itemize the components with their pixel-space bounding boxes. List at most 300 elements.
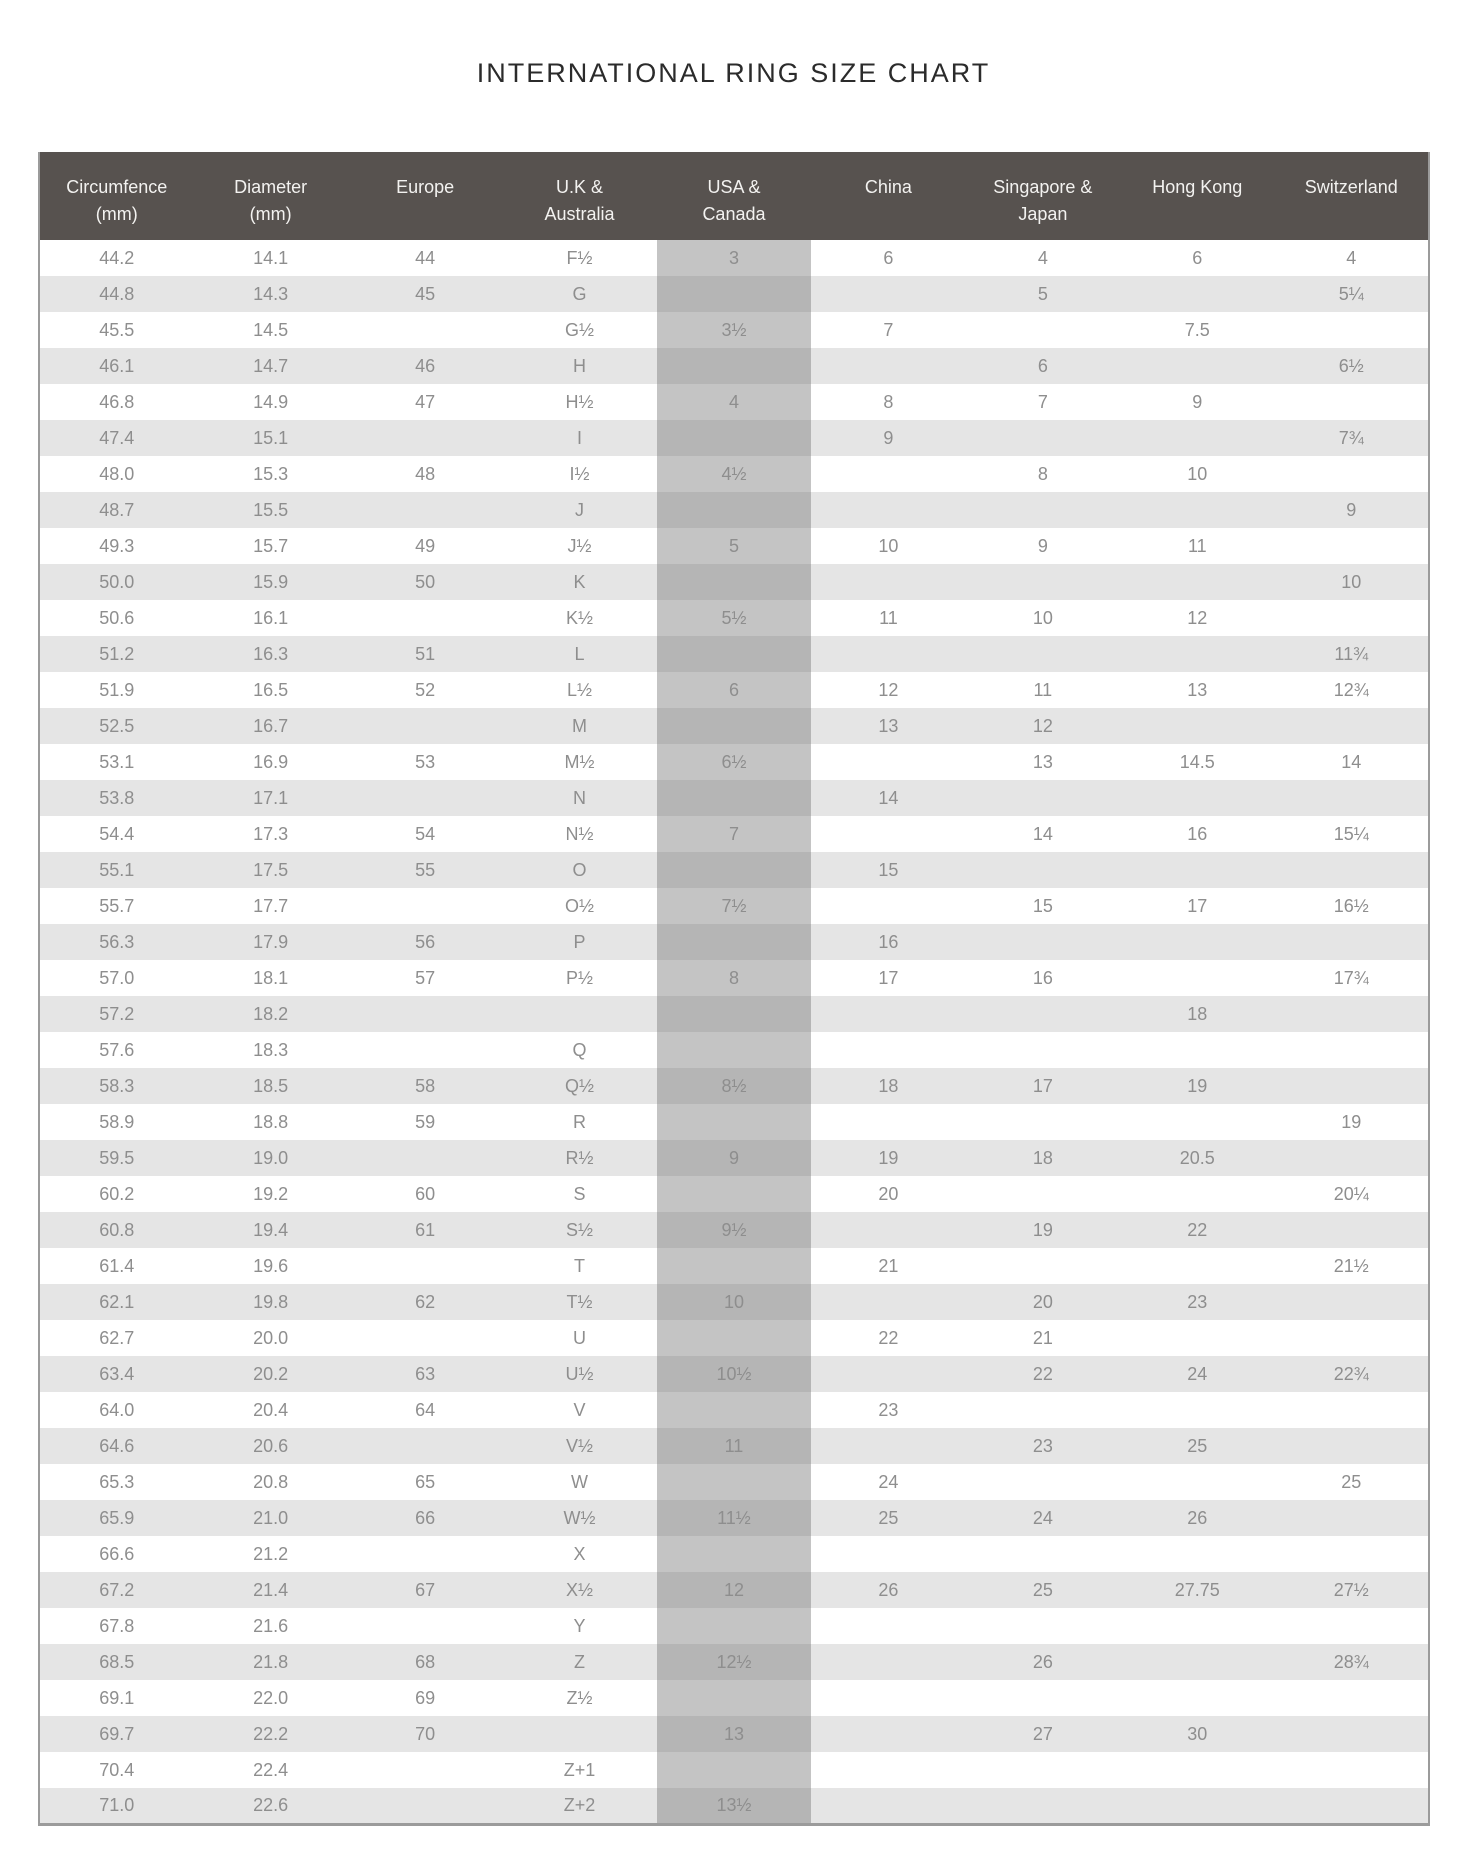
cell-singapore-japan [966, 1680, 1120, 1716]
cell-diameter: 14.7 [193, 348, 347, 384]
cell-singapore-japan: 9 [966, 528, 1120, 564]
cell-hong-kong [1120, 852, 1274, 888]
cell-circumference: 52.5 [39, 708, 193, 744]
cell-hong-kong: 20.5 [1120, 1140, 1274, 1176]
cell-switzerland [1275, 924, 1430, 960]
cell-circumference: 58.9 [39, 1104, 193, 1140]
cell-diameter: 16.3 [193, 636, 347, 672]
cell-diameter: 14.1 [193, 240, 347, 276]
cell-uk-australia: R [502, 1104, 656, 1140]
cell-uk-australia: H [502, 348, 656, 384]
cell-usa-canada: 11½ [657, 1500, 811, 1536]
cell-singapore-japan: 15 [966, 888, 1120, 924]
cell-singapore-japan [966, 1176, 1120, 1212]
cell-europe: 59 [348, 1104, 502, 1140]
cell-usa-canada [657, 924, 811, 960]
cell-hong-kong: 10 [1120, 456, 1274, 492]
cell-hong-kong: 23 [1120, 1284, 1274, 1320]
column-header-singapore-japan: Singapore & Japan [966, 152, 1120, 240]
cell-china [811, 1716, 965, 1752]
cell-china [811, 348, 965, 384]
cell-china: 9 [811, 420, 965, 456]
cell-circumference: 57.0 [39, 960, 193, 996]
cell-singapore-japan: 14 [966, 816, 1120, 852]
cell-diameter: 18.5 [193, 1068, 347, 1104]
cell-switzerland [1275, 852, 1430, 888]
cell-uk-australia: X½ [502, 1572, 656, 1608]
cell-switzerland [1275, 456, 1430, 492]
cell-usa-canada: 9 [657, 1140, 811, 1176]
cell-singapore-japan: 17 [966, 1068, 1120, 1104]
cell-circumference: 57.6 [39, 1032, 193, 1068]
table-row [39, 276, 1429, 312]
cell-uk-australia: Y [502, 1608, 656, 1644]
cell-diameter: 20.2 [193, 1356, 347, 1392]
cell-europe: 62 [348, 1284, 502, 1320]
table-row [39, 456, 1429, 492]
cell-china: 24 [811, 1464, 965, 1500]
cell-diameter: 21.8 [193, 1644, 347, 1680]
cell-usa-canada [657, 996, 811, 1032]
table-row [39, 1644, 1429, 1680]
cell-uk-australia: K [502, 564, 656, 600]
cell-china [811, 1752, 965, 1788]
cell-china: 10 [811, 528, 965, 564]
cell-europe: 54 [348, 816, 502, 852]
cell-uk-australia: I½ [502, 456, 656, 492]
cell-singapore-japan: 25 [966, 1572, 1120, 1608]
cell-uk-australia: S½ [502, 1212, 656, 1248]
cell-circumference: 50.0 [39, 564, 193, 600]
cell-singapore-japan [966, 492, 1120, 528]
cell-usa-canada: 10½ [657, 1356, 811, 1392]
cell-hong-kong: 18 [1120, 996, 1274, 1032]
cell-switzerland [1275, 312, 1430, 348]
cell-hong-kong [1120, 492, 1274, 528]
cell-circumference: 53.1 [39, 744, 193, 780]
cell-singapore-japan [966, 1752, 1120, 1788]
cell-uk-australia: O [502, 852, 656, 888]
cell-hong-kong [1120, 780, 1274, 816]
cell-uk-australia: P½ [502, 960, 656, 996]
cell-singapore-japan [966, 1464, 1120, 1500]
table-row [39, 492, 1429, 528]
cell-europe: 63 [348, 1356, 502, 1392]
cell-usa-canada [657, 1464, 811, 1500]
cell-usa-canada [657, 1320, 811, 1356]
cell-switzerland [1275, 1608, 1430, 1644]
cell-usa-canada [657, 1248, 811, 1284]
cell-circumference: 71.0 [39, 1788, 193, 1824]
cell-hong-kong: 17 [1120, 888, 1274, 924]
cell-diameter: 19.0 [193, 1140, 347, 1176]
cell-europe [348, 1428, 502, 1464]
cell-switzerland: 11¾ [1275, 636, 1430, 672]
cell-hong-kong: 24 [1120, 1356, 1274, 1392]
cell-europe: 61 [348, 1212, 502, 1248]
column-header-diameter: Diameter (mm) [193, 152, 347, 240]
cell-uk-australia [502, 996, 656, 1032]
cell-singapore-japan [966, 1248, 1120, 1284]
cell-china: 12 [811, 672, 965, 708]
table-row [39, 816, 1429, 852]
cell-switzerland [1275, 1680, 1430, 1716]
cell-hong-kong [1120, 1248, 1274, 1284]
cell-china: 6 [811, 240, 965, 276]
cell-usa-canada [657, 564, 811, 600]
cell-uk-australia: H½ [502, 384, 656, 420]
cell-circumference: 62.1 [39, 1284, 193, 1320]
table-row [39, 1536, 1429, 1572]
cell-europe: 49 [348, 528, 502, 564]
table-row [39, 744, 1429, 780]
cell-europe [348, 312, 502, 348]
cell-circumference: 69.7 [39, 1716, 193, 1752]
cell-china [811, 456, 965, 492]
ring-size-table-grid [38, 152, 1430, 1826]
cell-diameter: 15.5 [193, 492, 347, 528]
cell-usa-canada [657, 1176, 811, 1212]
cell-diameter: 22.2 [193, 1716, 347, 1752]
cell-usa-canada [657, 276, 811, 312]
cell-switzerland: 21½ [1275, 1248, 1430, 1284]
cell-switzerland: 14 [1275, 744, 1430, 780]
cell-uk-australia: K½ [502, 600, 656, 636]
table-row [39, 348, 1429, 384]
table-row [39, 1500, 1429, 1536]
cell-diameter: 19.2 [193, 1176, 347, 1212]
ring-size-table [38, 152, 1430, 1826]
cell-singapore-japan [966, 1392, 1120, 1428]
cell-usa-canada: 12½ [657, 1644, 811, 1680]
cell-uk-australia: U½ [502, 1356, 656, 1392]
cell-usa-canada: 11 [657, 1428, 811, 1464]
cell-usa-canada: 6½ [657, 744, 811, 780]
cell-singapore-japan [966, 1032, 1120, 1068]
cell-europe [348, 600, 502, 636]
cell-uk-australia: Z [502, 1644, 656, 1680]
cell-europe [348, 1320, 502, 1356]
cell-uk-australia: Z+2 [502, 1788, 656, 1824]
cell-europe [348, 708, 502, 744]
cell-hong-kong: 22 [1120, 1212, 1274, 1248]
cell-diameter: 17.9 [193, 924, 347, 960]
cell-china [811, 1536, 965, 1572]
table-row [39, 1716, 1429, 1752]
cell-switzerland: 6½ [1275, 348, 1430, 384]
cell-singapore-japan [966, 1104, 1120, 1140]
cell-singapore-japan: 10 [966, 600, 1120, 636]
cell-hong-kong: 6 [1120, 240, 1274, 276]
cell-switzerland: 22¾ [1275, 1356, 1430, 1392]
cell-europe: 58 [348, 1068, 502, 1104]
cell-usa-canada [657, 1536, 811, 1572]
cell-diameter: 17.1 [193, 780, 347, 816]
cell-diameter: 15.9 [193, 564, 347, 600]
cell-uk-australia: G [502, 276, 656, 312]
cell-circumference: 45.5 [39, 312, 193, 348]
cell-hong-kong [1120, 276, 1274, 312]
cell-singapore-japan [966, 1608, 1120, 1644]
cell-china: 21 [811, 1248, 965, 1284]
cell-usa-canada: 4½ [657, 456, 811, 492]
cell-china [811, 636, 965, 672]
cell-europe [348, 492, 502, 528]
cell-europe: 67 [348, 1572, 502, 1608]
cell-circumference: 44.2 [39, 240, 193, 276]
cell-usa-canada [657, 636, 811, 672]
cell-diameter: 19.6 [193, 1248, 347, 1284]
cell-china [811, 492, 965, 528]
cell-usa-canada: 5 [657, 528, 811, 564]
cell-circumference: 46.8 [39, 384, 193, 420]
cell-circumference: 67.8 [39, 1608, 193, 1644]
table-row [39, 960, 1429, 996]
cell-diameter: 16.7 [193, 708, 347, 744]
cell-circumference: 47.4 [39, 420, 193, 456]
cell-circumference: 60.2 [39, 1176, 193, 1212]
cell-uk-australia: L½ [502, 672, 656, 708]
cell-switzerland [1275, 1428, 1430, 1464]
cell-singapore-japan: 4 [966, 240, 1120, 276]
cell-usa-canada: 6 [657, 672, 811, 708]
cell-diameter: 18.3 [193, 1032, 347, 1068]
cell-china: 15 [811, 852, 965, 888]
cell-europe: 46 [348, 348, 502, 384]
cell-diameter: 16.9 [193, 744, 347, 780]
column-header-uk-australia: U.K & Australia [502, 152, 656, 240]
cell-circumference: 70.4 [39, 1752, 193, 1788]
cell-circumference: 65.3 [39, 1464, 193, 1500]
cell-hong-kong: 27.75 [1120, 1572, 1274, 1608]
cell-switzerland: 16½ [1275, 888, 1430, 924]
cell-singapore-japan [966, 312, 1120, 348]
cell-china: 14 [811, 780, 965, 816]
cell-hong-kong [1120, 1680, 1274, 1716]
cell-diameter: 18.8 [193, 1104, 347, 1140]
cell-circumference: 63.4 [39, 1356, 193, 1392]
cell-diameter: 16.5 [193, 672, 347, 708]
cell-singapore-japan: 27 [966, 1716, 1120, 1752]
cell-circumference: 66.6 [39, 1536, 193, 1572]
table-row [39, 924, 1429, 960]
cell-circumference: 56.3 [39, 924, 193, 960]
cell-europe: 56 [348, 924, 502, 960]
cell-switzerland [1275, 528, 1430, 564]
cell-china [811, 1212, 965, 1248]
cell-uk-australia: T½ [502, 1284, 656, 1320]
cell-circumference: 64.0 [39, 1392, 193, 1428]
cell-europe [348, 1536, 502, 1572]
cell-usa-canada: 13½ [657, 1788, 811, 1824]
cell-diameter: 21.6 [193, 1608, 347, 1644]
cell-usa-canada: 3 [657, 240, 811, 276]
cell-switzerland [1275, 384, 1430, 420]
column-header-usa-canada: USA & Canada [657, 152, 811, 240]
cell-diameter: 17.5 [193, 852, 347, 888]
cell-china [811, 1788, 965, 1824]
cell-circumference: 51.2 [39, 636, 193, 672]
cell-switzerland: 12¾ [1275, 672, 1430, 708]
cell-europe: 52 [348, 672, 502, 708]
column-header-circumference: Circumfence (mm) [39, 152, 193, 240]
cell-usa-canada: 7½ [657, 888, 811, 924]
cell-uk-australia: R½ [502, 1140, 656, 1176]
cell-switzerland [1275, 1068, 1430, 1104]
cell-switzerland: 9 [1275, 492, 1430, 528]
cell-uk-australia: G½ [502, 312, 656, 348]
cell-europe [348, 780, 502, 816]
cell-circumference: 69.1 [39, 1680, 193, 1716]
cell-circumference: 51.9 [39, 672, 193, 708]
cell-singapore-japan [966, 1536, 1120, 1572]
cell-uk-australia: P [502, 924, 656, 960]
cell-diameter: 15.1 [193, 420, 347, 456]
cell-circumference: 48.0 [39, 456, 193, 492]
cell-singapore-japan: 19 [966, 1212, 1120, 1248]
cell-china: 25 [811, 1500, 965, 1536]
cell-china [811, 1428, 965, 1464]
cell-singapore-japan [966, 636, 1120, 672]
column-header-switzerland: Switzerland [1275, 152, 1430, 240]
cell-circumference: 55.1 [39, 852, 193, 888]
cell-hong-kong [1120, 636, 1274, 672]
cell-europe: 57 [348, 960, 502, 996]
cell-diameter: 14.5 [193, 312, 347, 348]
cell-switzerland: 7¾ [1275, 420, 1430, 456]
cell-china [811, 996, 965, 1032]
table-row [39, 1176, 1429, 1212]
cell-switzerland: 5¼ [1275, 276, 1430, 312]
cell-circumference: 57.2 [39, 996, 193, 1032]
cell-switzerland [1275, 996, 1430, 1032]
cell-usa-canada: 7 [657, 816, 811, 852]
cell-europe: 64 [348, 1392, 502, 1428]
cell-circumference: 59.5 [39, 1140, 193, 1176]
table-row [39, 384, 1429, 420]
cell-singapore-japan [966, 996, 1120, 1032]
cell-europe [348, 1032, 502, 1068]
cell-switzerland: 4 [1275, 240, 1430, 276]
cell-uk-australia: V [502, 1392, 656, 1428]
cell-uk-australia: W½ [502, 1500, 656, 1536]
cell-diameter: 18.2 [193, 996, 347, 1032]
cell-hong-kong [1120, 1788, 1274, 1824]
cell-usa-canada: 12 [657, 1572, 811, 1608]
cell-switzerland: 15¼ [1275, 816, 1430, 852]
cell-china [811, 276, 965, 312]
cell-diameter: 16.1 [193, 600, 347, 636]
table-row [39, 1104, 1429, 1140]
cell-circumference: 48.7 [39, 492, 193, 528]
cell-switzerland [1275, 1716, 1430, 1752]
cell-switzerland [1275, 1032, 1430, 1068]
cell-hong-kong [1120, 564, 1274, 600]
table-row [39, 996, 1429, 1032]
cell-uk-australia: U [502, 1320, 656, 1356]
cell-hong-kong [1120, 1176, 1274, 1212]
cell-hong-kong: 13 [1120, 672, 1274, 708]
cell-switzerland: 17¾ [1275, 960, 1430, 996]
cell-uk-australia: Q½ [502, 1068, 656, 1104]
cell-china: 23 [811, 1392, 965, 1428]
cell-usa-canada [657, 420, 811, 456]
cell-uk-australia: O½ [502, 888, 656, 924]
cell-hong-kong: 26 [1120, 1500, 1274, 1536]
cell-uk-australia: I [502, 420, 656, 456]
cell-hong-kong [1120, 348, 1274, 384]
cell-uk-australia: S [502, 1176, 656, 1212]
cell-uk-australia: N½ [502, 816, 656, 852]
cell-usa-canada: 8 [657, 960, 811, 996]
cell-uk-australia: L [502, 636, 656, 672]
cell-circumference: 54.4 [39, 816, 193, 852]
cell-hong-kong: 14.5 [1120, 744, 1274, 780]
cell-usa-canada [657, 1104, 811, 1140]
cell-circumference: 67.2 [39, 1572, 193, 1608]
cell-hong-kong [1120, 1464, 1274, 1500]
table-row [39, 1356, 1429, 1392]
cell-uk-australia: V½ [502, 1428, 656, 1464]
cell-china [811, 744, 965, 780]
cell-singapore-japan: 20 [966, 1284, 1120, 1320]
cell-diameter: 22.0 [193, 1680, 347, 1716]
cell-singapore-japan: 8 [966, 456, 1120, 492]
column-header-europe: Europe [348, 152, 502, 240]
cell-europe: 48 [348, 456, 502, 492]
cell-singapore-japan: 7 [966, 384, 1120, 420]
cell-switzerland [1275, 1392, 1430, 1428]
cell-singapore-japan [966, 564, 1120, 600]
cell-europe [348, 420, 502, 456]
cell-europe: 44 [348, 240, 502, 276]
table-row [39, 1068, 1429, 1104]
cell-hong-kong [1120, 1320, 1274, 1356]
cell-singapore-japan: 6 [966, 348, 1120, 384]
cell-circumference: 61.4 [39, 1248, 193, 1284]
cell-china: 17 [811, 960, 965, 996]
cell-diameter: 19.8 [193, 1284, 347, 1320]
cell-singapore-japan: 24 [966, 1500, 1120, 1536]
cell-uk-australia: N [502, 780, 656, 816]
cell-uk-australia: Z½ [502, 1680, 656, 1716]
cell-hong-kong [1120, 924, 1274, 960]
cell-circumference: 60.8 [39, 1212, 193, 1248]
cell-usa-canada: 5½ [657, 600, 811, 636]
table-row [39, 1680, 1429, 1716]
cell-europe: 51 [348, 636, 502, 672]
cell-singapore-japan: 23 [966, 1428, 1120, 1464]
cell-switzerland [1275, 600, 1430, 636]
cell-europe [348, 1248, 502, 1284]
cell-hong-kong: 11 [1120, 528, 1274, 564]
cell-switzerland [1275, 1140, 1430, 1176]
cell-diameter: 20.0 [193, 1320, 347, 1356]
cell-switzerland [1275, 1284, 1430, 1320]
table-header-row [39, 152, 1429, 240]
cell-circumference: 62.7 [39, 1320, 193, 1356]
cell-hong-kong: 30 [1120, 1716, 1274, 1752]
cell-europe: 70 [348, 1716, 502, 1752]
cell-diameter: 15.3 [193, 456, 347, 492]
cell-switzerland [1275, 708, 1430, 744]
cell-europe: 45 [348, 276, 502, 312]
table-row [39, 600, 1429, 636]
table-row [39, 852, 1429, 888]
cell-china [811, 1284, 965, 1320]
cell-europe [348, 1788, 502, 1824]
cell-hong-kong [1120, 1608, 1274, 1644]
